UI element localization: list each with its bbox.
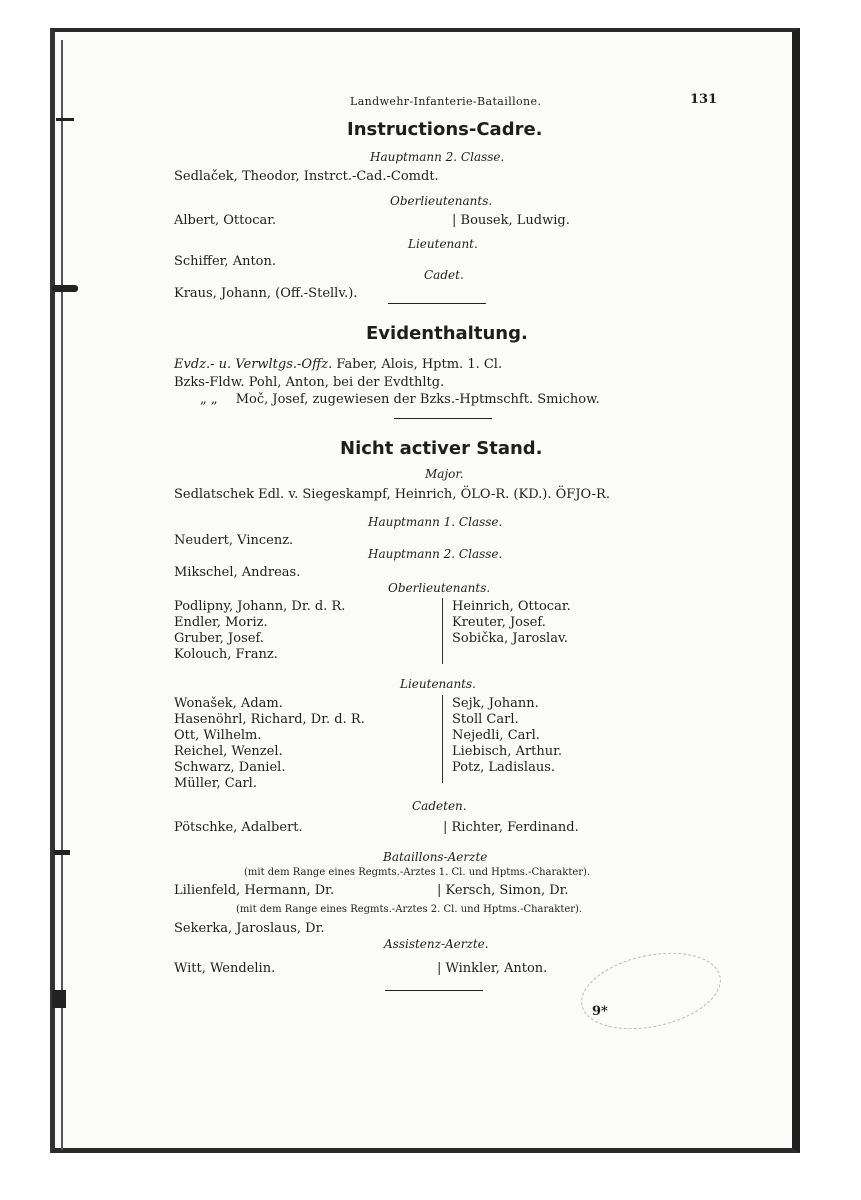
section-divider [394, 418, 492, 419]
roster-entry: Ott, Wilhelm. [174, 728, 262, 743]
rank-heading: Hauptmann 2. Classe. [368, 547, 503, 561]
roster-entry [200, 393, 600, 406]
section-heading-instructions: Instructions-Cadre. [347, 119, 543, 140]
binding-mark [54, 850, 70, 855]
roster-entry: Kreuter, Josef. [452, 615, 546, 630]
rank-heading: Bataillons-Aerzte [383, 850, 488, 864]
roster-entry: Potz, Ladislaus. [452, 760, 556, 775]
roster-entry: Witt, Wendelin. [174, 961, 276, 976]
page-number: 131 [690, 92, 718, 107]
section-heading-evidenthaltung: Evidenthaltung. [366, 323, 528, 344]
rank-note: (mit dem Range eines Regmts.-Arztes 2. Cl. und Hptms.-Charakter). [236, 904, 583, 915]
roster-entry: Endler, Moriz. [174, 615, 268, 630]
binding-edge [61, 40, 63, 1150]
roster-entry: Reichel, Wenzel. [174, 744, 283, 759]
signature-mark: 9* [592, 1004, 608, 1019]
office-holder: Faber, Alois, Hptm. 1. Cl. [336, 357, 503, 372]
rank-note: (mit dem Range eines Regmts.-Arztes 1. Cl. und Hptms.-Charakter). [244, 867, 591, 878]
roster-entry: Sejk, Johann. [452, 696, 539, 711]
roster-entry: Müller, Carl. [174, 776, 257, 791]
roster-entry: Stoll Carl. [452, 712, 519, 727]
roster-entry: Kraus, Johann, (Off.-Stellv.). [174, 286, 358, 301]
roster-entry: Pötschke, Adalbert. [174, 820, 303, 835]
roster-entry: | Richter, Ferdinand. [443, 820, 579, 835]
section-divider [388, 303, 486, 304]
roster-entry: Kolouch, Franz. [174, 647, 278, 662]
rank-heading: Major. [425, 467, 464, 481]
office-holder: Moč, Josef, zugewiesen der Bzks.-Hptmschft. Smichow. [235, 392, 600, 407]
rank-heading: Assistenz-Aerzte. [384, 937, 489, 951]
roster-entry: | Bousek, Ludwig. [452, 213, 570, 228]
roster-entry: Albert, Ottocar. [174, 213, 277, 228]
roster-entry: Liebisch, Arthur. [452, 744, 563, 759]
roster-entry: Lilienfeld, Hermann, Dr. [174, 883, 335, 898]
office-label: Evdz.- u. Verwltgs.-Offz. [174, 357, 333, 372]
roster-entry: Neudert, Vincenz. [174, 533, 294, 548]
roster-entry [174, 358, 502, 371]
rank-heading: Lieutenants. [400, 677, 476, 691]
rank-heading: Oberlieutenants. [390, 194, 493, 208]
column-divider [442, 695, 443, 783]
roster-entry: Schiffer, Anton. [174, 254, 277, 269]
column-divider [442, 598, 443, 664]
binding-mark [52, 285, 78, 292]
rank-heading: Cadet. [424, 268, 464, 282]
roster-entry: Schwarz, Daniel. [174, 760, 286, 775]
section-divider [385, 990, 483, 991]
roster-entry: Sedlaček, Theodor, Instrct.-Cad.-Comdt. [174, 169, 439, 184]
rank-heading: Hauptmann 2. Classe. [370, 150, 505, 164]
roster-entry: Bzks-Fldw. Pohl, Anton, bei der Evdthltg. [174, 375, 445, 390]
roster-entry: Gruber, Josef. [174, 631, 264, 646]
ditto-marks: „ „ [200, 392, 218, 407]
roster-entry: | Kersch, Simon, Dr. [437, 883, 569, 898]
binding-mark [52, 990, 66, 1008]
rank-heading: Lieutenant. [408, 237, 478, 251]
running-title: Landwehr-Infanterie-Bataillone. [350, 95, 542, 108]
roster-entry: Mikschel, Andreas. [174, 565, 301, 580]
roster-entry: Hasenöhrl, Richard, Dr. d. R. [174, 712, 365, 727]
roster-entry: Podlipny, Johann, Dr. d. R. [174, 599, 346, 614]
rank-heading: Cadeten. [412, 799, 467, 813]
roster-entry: Sobička, Jaroslav. [452, 631, 568, 646]
roster-entry: Heinrich, Ottocar. [452, 599, 571, 614]
section-heading-nicht-activ: Nicht activer Stand. [340, 438, 543, 459]
roster-entry: Sekerka, Jaroslaus, Dr. [174, 921, 325, 936]
roster-entry: Nejedli, Carl. [452, 728, 540, 743]
binding-mark [56, 118, 74, 121]
roster-entry: Wonašek, Adam. [174, 696, 283, 711]
roster-entry: | Winkler, Anton. [437, 961, 548, 976]
roster-entry: Sedlatschek Edl. v. Siegeskampf, Heinrich, ÖLO-R. (KD.). ÖFJO-R. [174, 487, 610, 502]
rank-heading: Hauptmann 1. Classe. [368, 515, 503, 529]
rank-heading: Oberlieutenants. [388, 581, 491, 595]
